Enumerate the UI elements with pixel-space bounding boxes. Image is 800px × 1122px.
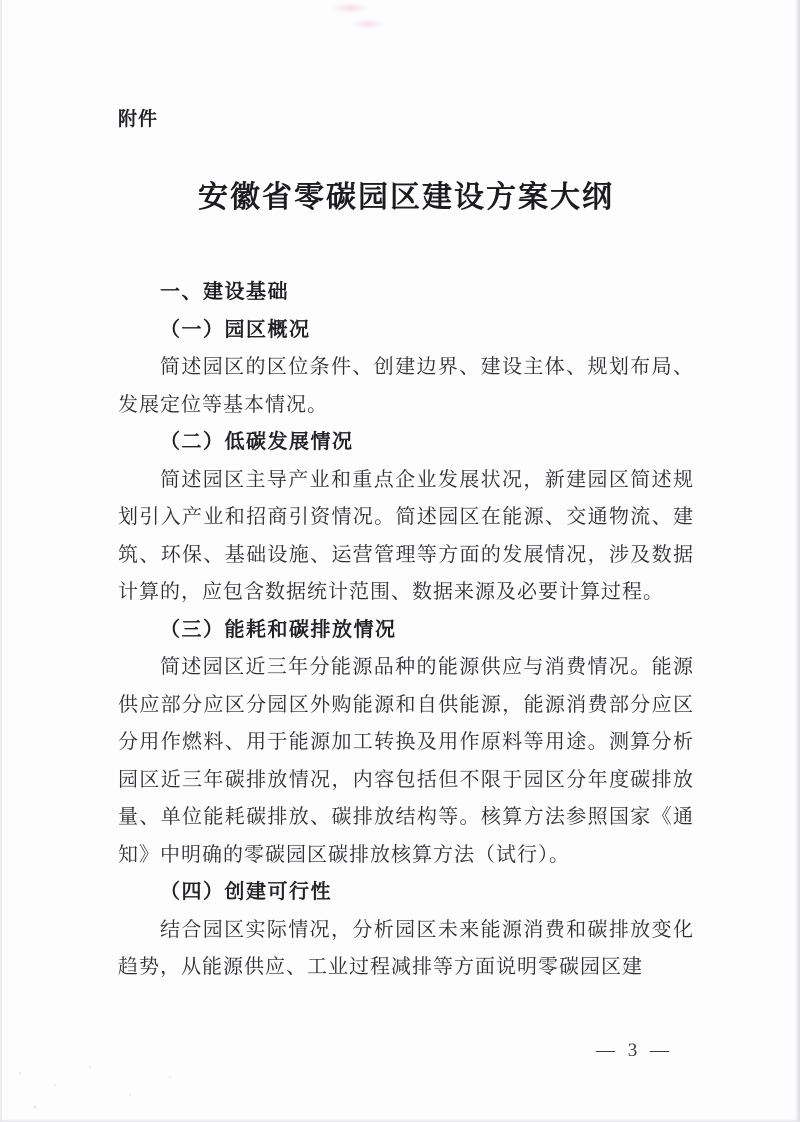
document-content — [118, 106, 694, 987]
section-heading-1: 一、建设基础 — [160, 281, 289, 303]
scan-artifact-smudge — [320, 0, 410, 34]
subsection-heading-1-2: （二）低碳发展情况 — [160, 431, 354, 453]
document-body — [118, 274, 694, 987]
scan-artifact-speckles — [0, 1055, 230, 1122]
paragraph-1-2: 简述园区主导产业和重点企业发展状况，新建园区简述规划引入产业和招商引资情况。简述园区在能源、交通物流、建筑、环保、基础设施、运营管理等方面的发展情况，涉及数据计算的，应包含数据统计范围、数据来源及必要计算过程。 — [118, 468, 694, 603]
subsection-heading-1-1: （一）园区概况 — [160, 318, 311, 341]
attachment-label: 附件 — [118, 109, 159, 130]
scan-edge-left — [0, 0, 2, 1122]
paragraph-1-3: 简述园区近三年分能源品种的能源供应与消费情况。能源供应部分应区分园区外购能源和自供能源，能源消费部分应区分用作燃料、用于能源加工转换及用作原料等用途。测算分析园区近三年碳排放情况，内容包括但不限于园区分年度碳排放量、单位能耗碳排放、碳排放结构等。核算方法参照国家《通知》中明确的零碳园区碳排放核算方法（试行）。 — [118, 656, 694, 866]
subsection-heading-1-4: （四）创建可行性 — [160, 881, 332, 903]
scan-edge-right — [795, 0, 800, 1122]
paragraph-1-1: 简述园区的区位条件、创建边界、建设主体、规划布局、发展定位等基本情况。 — [118, 356, 694, 416]
subsection-heading-1-3: （三）能耗和碳排放情况 — [160, 618, 397, 641]
document-title: 安徽省零碳园区建设方案大纲 — [198, 181, 614, 214]
page-number: — 3 — — [596, 1040, 673, 1061]
paragraph-1-4: 结合园区实际情况，分析园区未来能源消费和碳排放变化趋势，从能源供应、工业过程减排等方面说明零碳园区建 — [118, 918, 694, 978]
